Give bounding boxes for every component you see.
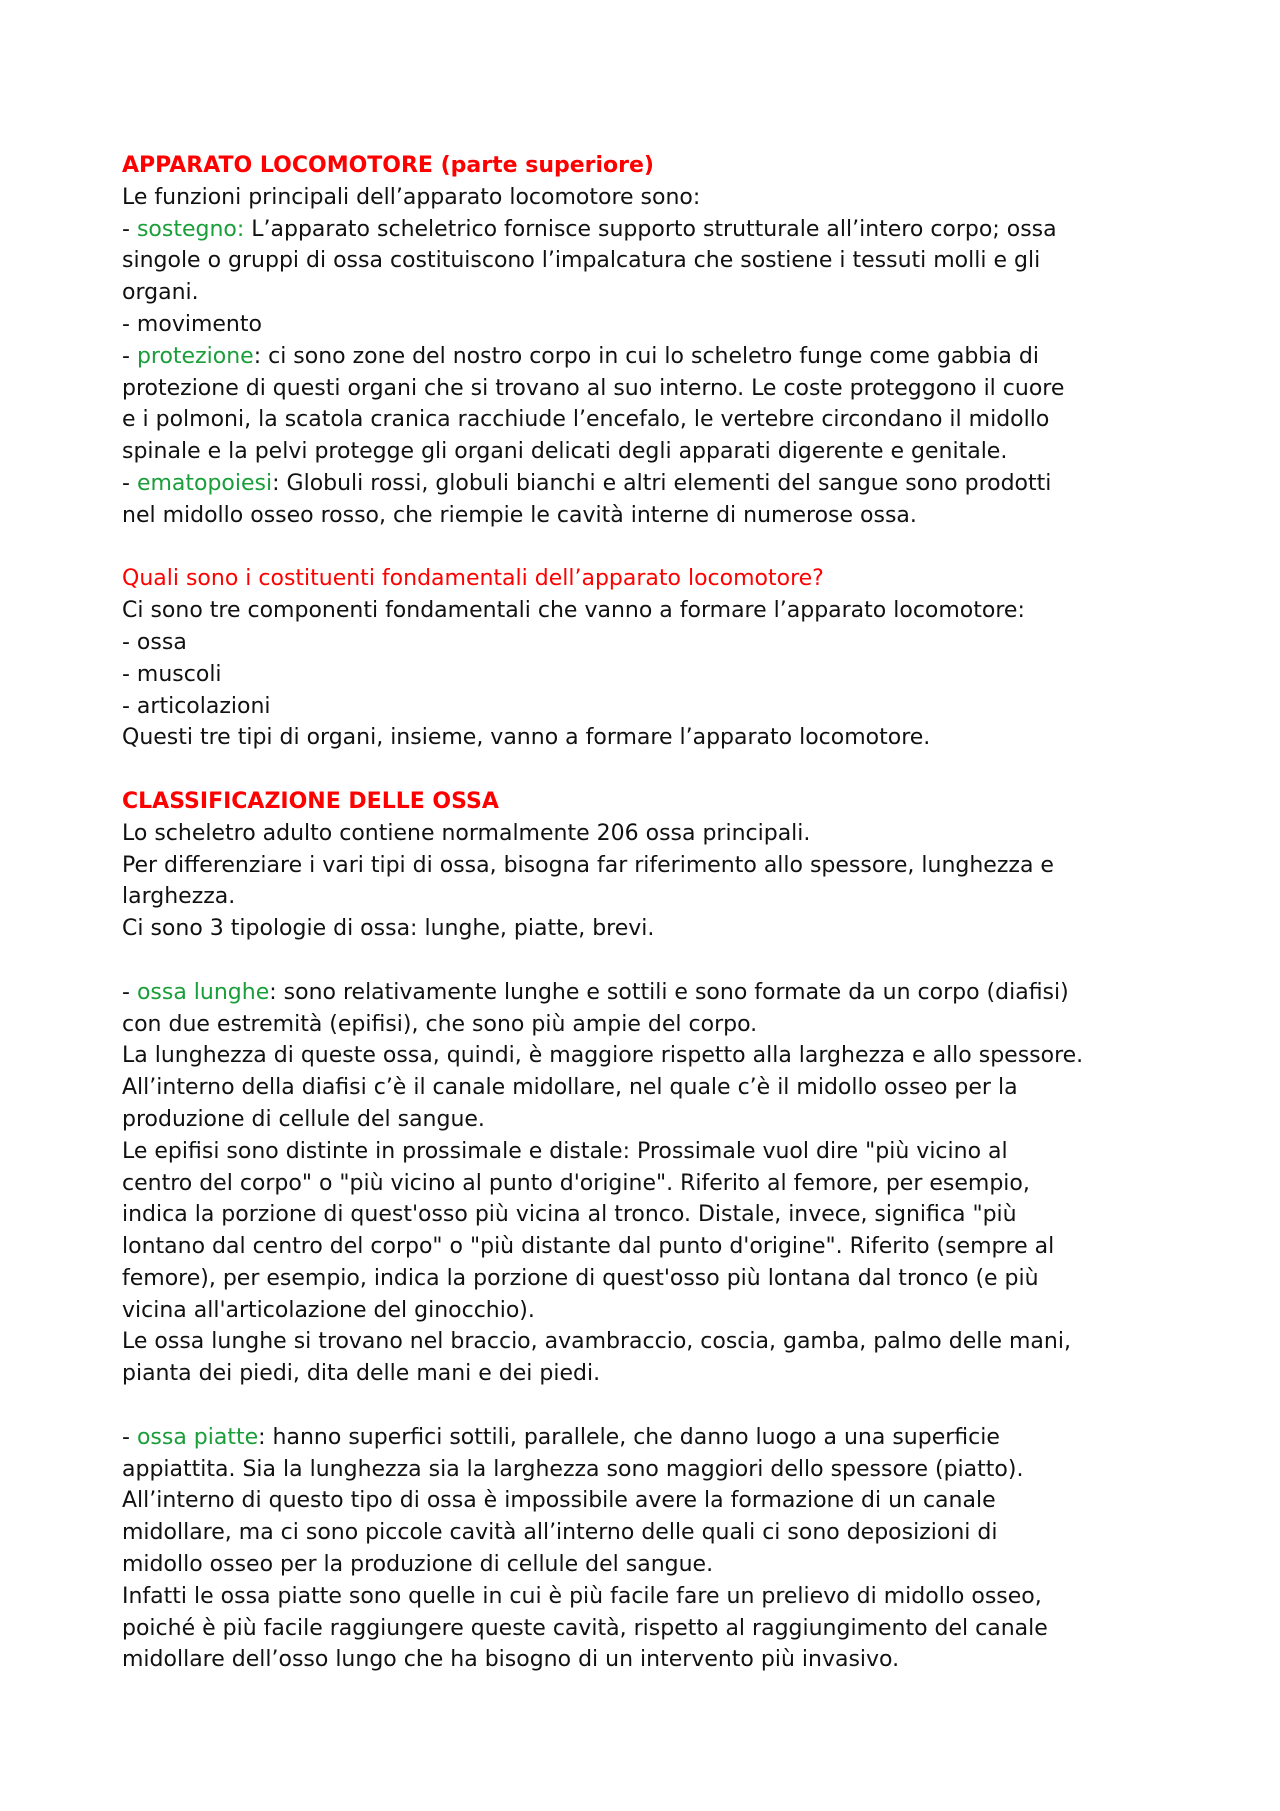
text-line: organi. — [122, 280, 199, 306]
text-line: e i polmoni, la scatola cranica racchiude l’encefalo, le vertebre circondano il midollo — [122, 407, 1050, 433]
text-line: femore), per esempio, indica la porzione di quest'osso più lontana dal tronco (e più — [122, 1265, 1039, 1291]
dash: - — [122, 216, 137, 242]
list-item: - muscoli — [122, 661, 222, 687]
text: : sono relativamente lunghe e sottili e sono formate da un corpo (diafisi) — [269, 979, 1069, 1005]
text-line: La lunghezza di queste ossa, quindi, è maggiore rispetto alla larghezza e allo spessore. — [122, 1043, 1084, 1069]
text-line: spinale e la pelvi protegge gli organi delicati degli apparati digerente e genitale. — [122, 439, 1008, 465]
spacer — [122, 1390, 1172, 1422]
list-item-ematopoiesi — [122, 468, 1172, 500]
text-line: larghezza. — [122, 884, 236, 910]
text-line: con due estremità (epifisi), che sono più ampie del corpo. — [122, 1011, 758, 1037]
text: : hanno superfici sottili, parallele, che danno luogo a una superficie — [258, 1424, 1000, 1450]
text-line: poiché è più facile raggiungere queste cavità, rispetto al raggiungimento del canale — [122, 1615, 1048, 1641]
list-item-ossa-piatte — [122, 1422, 1172, 1454]
text-line: Infatti le ossa piatte sono quelle in cui è più facile fare un prelievo di midollo osseo, — [122, 1583, 1042, 1609]
spacer — [122, 754, 1172, 786]
text-line: midollo osseo per la produzione di cellule del sangue. — [122, 1552, 714, 1578]
text-line: midollare dell’osso lungo che ha bisogno di un intervento più invasivo. — [122, 1647, 900, 1673]
text-line: All’interno della diafisi c’è il canale midollare, nel quale c’è il midollo osseo per la — [122, 1075, 1018, 1101]
text-line: pianta dei piedi, dita delle mani e dei piedi. — [122, 1361, 601, 1387]
text: : ci sono zone del nostro corpo in cui lo scheletro funge come gabbia di — [253, 343, 1039, 369]
spacer — [122, 945, 1172, 977]
text-line: Le epifisi sono distinte in prossimale e distale: Prossimale vuol dire "più vicino al — [122, 1138, 1008, 1164]
text-line: Lo scheletro adulto contiene normalmente 206 ossa principali. — [122, 820, 811, 846]
list-item-ossa-lunghe — [122, 977, 1172, 1009]
text-line: singole o gruppi di ossa costituiscono l’impalcatura che sostiene i tessuti molli e gli — [122, 248, 1041, 274]
text-line: Ci sono 3 tipologie di ossa: lunghe, piatte, brevi. — [122, 916, 655, 942]
term-ematopoiesi: ematopoiesi — [136, 470, 273, 496]
paragraph-conclusion: Questi tre tipi di organi, insieme, vanno a formare l’apparato locomotore. — [122, 725, 931, 751]
spacer — [122, 532, 1172, 564]
dash: - — [122, 470, 137, 496]
text-line: appiattita. Sia la lunghezza sia la larghezza sono maggiori dello spessore (piatto). — [122, 1456, 1024, 1482]
section-heading-apparato: APPARATO LOCOMOTORE (parte superiore) — [122, 153, 654, 178]
list-item-movimento: - movimento — [122, 311, 262, 337]
text-line: midollare, ma ci sono piccole cavità all’interno delle quali ci sono deposizioni di — [122, 1520, 998, 1546]
document-page — [122, 150, 1172, 1676]
text-line: All’interno di questo tipo di ossa è impossibile avere la formazione di un canale — [122, 1488, 996, 1514]
dash: - — [122, 979, 137, 1005]
term-ossa-lunghe: ossa lunghe — [136, 979, 270, 1005]
term-sostegno: sostegno: — [136, 216, 245, 242]
text: : Globuli rossi, globuli bianchi e altri elementi del sangue sono prodotti — [272, 470, 1052, 496]
paragraph-intro: Le funzioni principali dell’apparato locomotore sono: — [122, 184, 701, 210]
text-line: indica la porzione di quest'osso più vicina al tronco. Distale, invece, significa "più — [122, 1202, 1017, 1228]
text-line: vicina all'articolazione del ginocchio). — [122, 1297, 535, 1323]
text-line: centro del corpo" o "più vicino al punto d'origine". Riferito al femore, per esempio, — [122, 1170, 1030, 1196]
section-question: Quali sono i costituenti fondamentali dell’apparato locomotore? — [122, 566, 824, 592]
text-line: Le ossa lunghe si trovano nel braccio, avambraccio, coscia, gamba, palmo delle mani, — [122, 1329, 1071, 1355]
section-heading-classificazione: CLASSIFICAZIONE DELLE OSSA — [122, 788, 499, 814]
text-line: nel midollo osseo rosso, che riempie le cavità interne di numerose ossa. — [122, 502, 917, 528]
dash: - — [122, 343, 137, 369]
list-item-sostegno — [122, 214, 1172, 246]
text-line: produzione di cellule del sangue. — [122, 1106, 485, 1132]
text-line: lontano dal centro del corpo" o "più distante dal punto d'origine". Riferito (sempre al — [122, 1234, 1055, 1260]
dash: - — [122, 1424, 137, 1450]
paragraph-intro: Ci sono tre componenti fondamentali che vanno a formare l’apparato locomotore: — [122, 598, 1025, 624]
list-item: - ossa — [122, 629, 187, 655]
list-item: - articolazioni — [122, 693, 271, 719]
text-line: Per differenziare i vari tipi di ossa, bisogna far riferimento allo spessore, lunghezza e — [122, 852, 1054, 878]
text-line: protezione di questi organi che si trovano al suo interno. Le coste proteggono il cuore — [122, 375, 1065, 401]
list-item-protezione — [122, 341, 1172, 373]
text: L’apparato scheletrico fornisce supporto strutturale all’intero corpo; ossa — [244, 216, 1057, 242]
term-protezione: protezione — [136, 343, 254, 369]
term-ossa-piatte: ossa piatte — [136, 1424, 259, 1450]
